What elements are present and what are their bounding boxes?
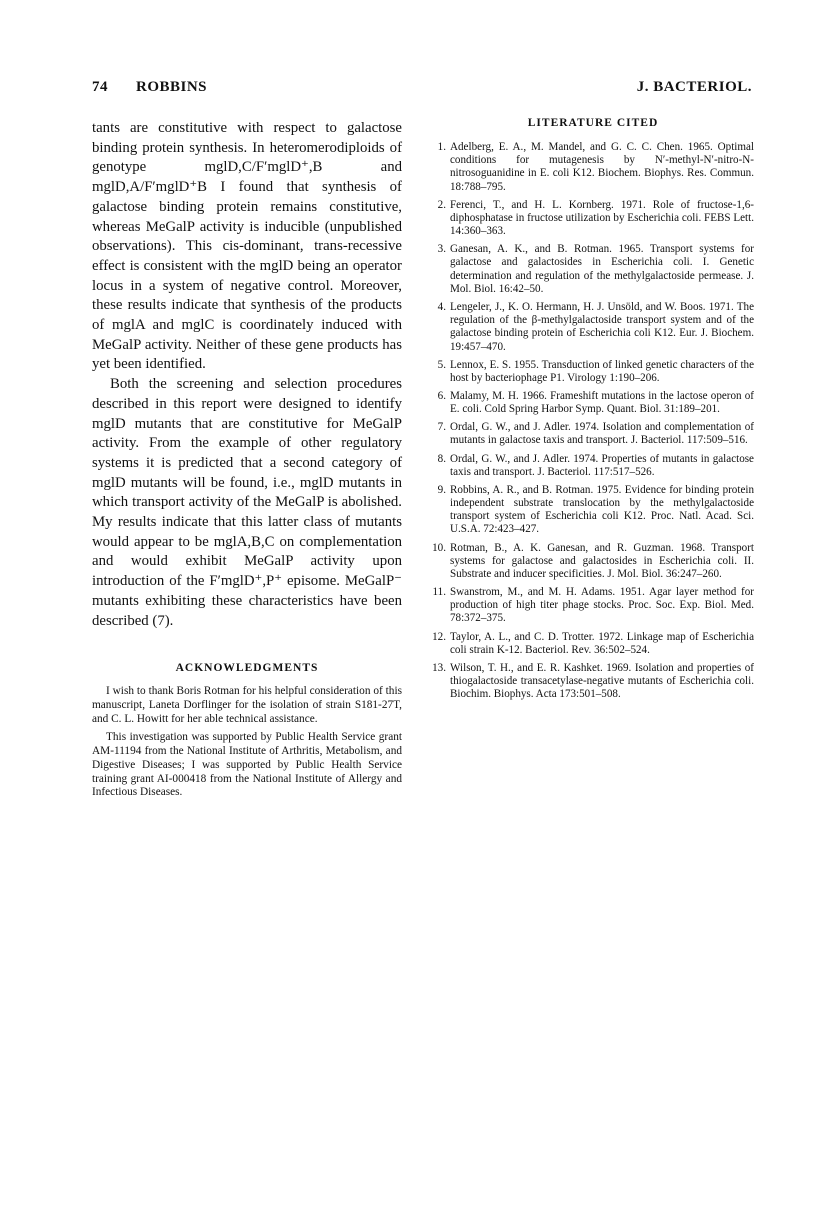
reference-item: [432, 359, 754, 385]
body-paragraph-1: tants are constitutive with respect to galactose binding protein synthesis. In heteromerodiploids of genotype mglD,C/F′mglD⁺,B and mglD,A/F′mglD⁺B I found that synthesis of galactose binding protein remains constitutive, whereas MeGalP activity is inducible (unpublished observations). This cis-dominant, trans-recessive effect is consistent with the mglD being an operator locus in a system of negative control. Moreover, these results indicate that synthesis of the products of mglA and mglC is coordinately induced with MeGalP activity. Neither of these gene products has yet been identified.: [92, 120, 402, 373]
reference-text: Ordal, G. W., and J. Adler. 1974. Isolation and complementation of mutants in galactose taxis and transport. J. Bacteriol. 117:509–516.: [450, 421, 754, 447]
reference-text: Ganesan, A. K., and B. Rotman. 1965. Transport systems for galactose and galactosides in Escherichia coli. I. Genetic determination and regulation of the methylgalactoside permease. J. Mol. Biol. 16:42–50.: [450, 243, 754, 295]
reference-number: 4.: [437, 300, 446, 313]
reference-text: Swanstrom, M., and M. H. Adams. 1951. Agar layer method for production of high titer phage stocks. Proc. Soc. Exp. Biol. Med. 78:372–375.: [450, 586, 754, 625]
reference-item: [432, 662, 754, 702]
reference-item: [432, 243, 754, 296]
reference-text: Adelberg, E. A., M. Mandel, and G. C. C. Chen. 1965. Optimal conditions for mutagenesis by N′-methyl-N′-nitro-N-nitrosoguanidine in E. coli K12. Biochem. Biophys. Res. Commun. 18:788–795.: [450, 141, 754, 193]
reference-text: Ordal, G. W., and J. Adler. 1974. Properties of mutants in galactose taxis and transport. J. Bacteriol. 117:517–526.: [450, 452, 754, 478]
reference-item: [432, 484, 754, 537]
reference-item: [432, 453, 754, 479]
reference-number: 3.: [437, 243, 446, 256]
reference-text: Malamy, M. H. 1966. Frameshift mutations in the lactose operon of E. coli. Cold Spring Harbor Symp. Quant. Biol. 31:189–201.: [450, 389, 754, 416]
reference-text: Rotman, B., A. K. Ganesan, and R. Guzman. 1968. Transport systems for galactose and galactosides in Escherichia coli. II. Substrate and inducer specificities. J. Mol. Biol. 36:247–260.: [450, 541, 754, 580]
reference-item: [432, 301, 754, 354]
running-author: ROBBINS: [136, 79, 208, 95]
reference-item: [432, 586, 754, 626]
reference-number: 10.: [432, 541, 446, 554]
reference-text: Robbins, A. R., and B. Rotman. 1975. Evidence for binding protein independent substrate translocation by the methylgalactoside transport system of Escherichia coli K12. Proc. Natl. Acad. Sci. U.S.A. 72:423–427.: [450, 483, 754, 536]
right-column: [432, 117, 754, 706]
reference-list: [432, 141, 754, 701]
reference-number: 8.: [437, 452, 446, 465]
reference-number: 6.: [437, 389, 446, 402]
acknowledgment-paragraph-1: I wish to thank Boris Rotman for his helpful consideration of this manuscript, Laneta Dorflinger for the isolation of strain S181-27T, and C. L. Howitt for her able technical assistance.: [92, 685, 402, 725]
reference-number: 12.: [432, 630, 446, 643]
reference-number: 13.: [432, 661, 446, 674]
reference-number: 1.: [437, 141, 446, 153]
literature-cited-heading: LITERATURE CITED: [527, 117, 659, 129]
page-number: 74: [92, 79, 108, 95]
reference-text: Ferenci, T., and H. L. Kornberg. 1971. Role of fructose-1,6-diphosphatase in fructose utilization by Escherichia coli. FEBS Lett. 14:360–363.: [450, 198, 754, 238]
reference-number: 9.: [437, 483, 446, 496]
acknowledgment-paragraph-2: This investigation was supported by Public Health Service grant AM-11194 from the National Institute of Arthritis, Metabolism, and Digestive Diseases; I was supported by Public Health Service training grant AI-000418 from the National Institute of Allergy and Infectious Diseases.: [92, 731, 402, 799]
acknowledgments-heading: ACKNOWLEDGMENTS: [175, 662, 319, 675]
reference-item: [432, 542, 754, 582]
reference-item: [432, 199, 754, 239]
reference-number: 5.: [437, 358, 446, 371]
reference-text: Taylor, A. L., and C. D. Trotter. 1972. Linkage map of Escherichia coli strain K-12. Bacteriol. Rev. 36:502–524.: [450, 630, 754, 656]
page-header: [92, 79, 752, 103]
reference-number: 11.: [432, 586, 446, 598]
reference-number: 2.: [437, 198, 446, 211]
reference-number: 7.: [437, 421, 446, 434]
reference-item: [432, 631, 754, 657]
reference-text: Lennox, E. S. 1955. Transduction of linked genetic characters of the host by bacteriophage P1. Virology 1:190–206.: [450, 358, 754, 384]
body-paragraph-2: Both the screening and selection procedures described in this report were designed to identify mglD mutants that are constitutive for MeGalP activity. From the example of other regulatory systems it is predicted that a second category of mglD mutants will be found, i.e., mglD mutants in which transport activity of the MeGalP is abolished. My results indicate that this latter class of mutants would appear to be mglA,B,C on complementation and would exhibit MeGalP activity upon introduction of the F′mglD⁺,P⁺ episome. MeGalP⁻ mutants exhibiting these characteristics have been described (7).: [92, 376, 402, 629]
left-column: [92, 119, 402, 800]
journal-name: J. BACTERIOL.: [636, 79, 752, 95]
reference-item: [432, 390, 754, 416]
reference-item: [432, 141, 754, 194]
reference-item: [432, 421, 754, 447]
reference-text: Wilson, T. H., and E. R. Kashket. 1969. Isolation and properties of thiogalactoside transacetylase-negative mutants of Escherichia coli. Biochim. Biophys. Acta 173:501–508.: [450, 661, 754, 701]
reference-text: Lengeler, J., K. O. Hermann, H. J. Unsöld, and W. Boos. 1971. The regulation of the β-methylgalactoside transport system and of the galactose binding protein of Escherichia coli K12. Eur. J. Biochem. 19:457–470.: [450, 300, 754, 353]
